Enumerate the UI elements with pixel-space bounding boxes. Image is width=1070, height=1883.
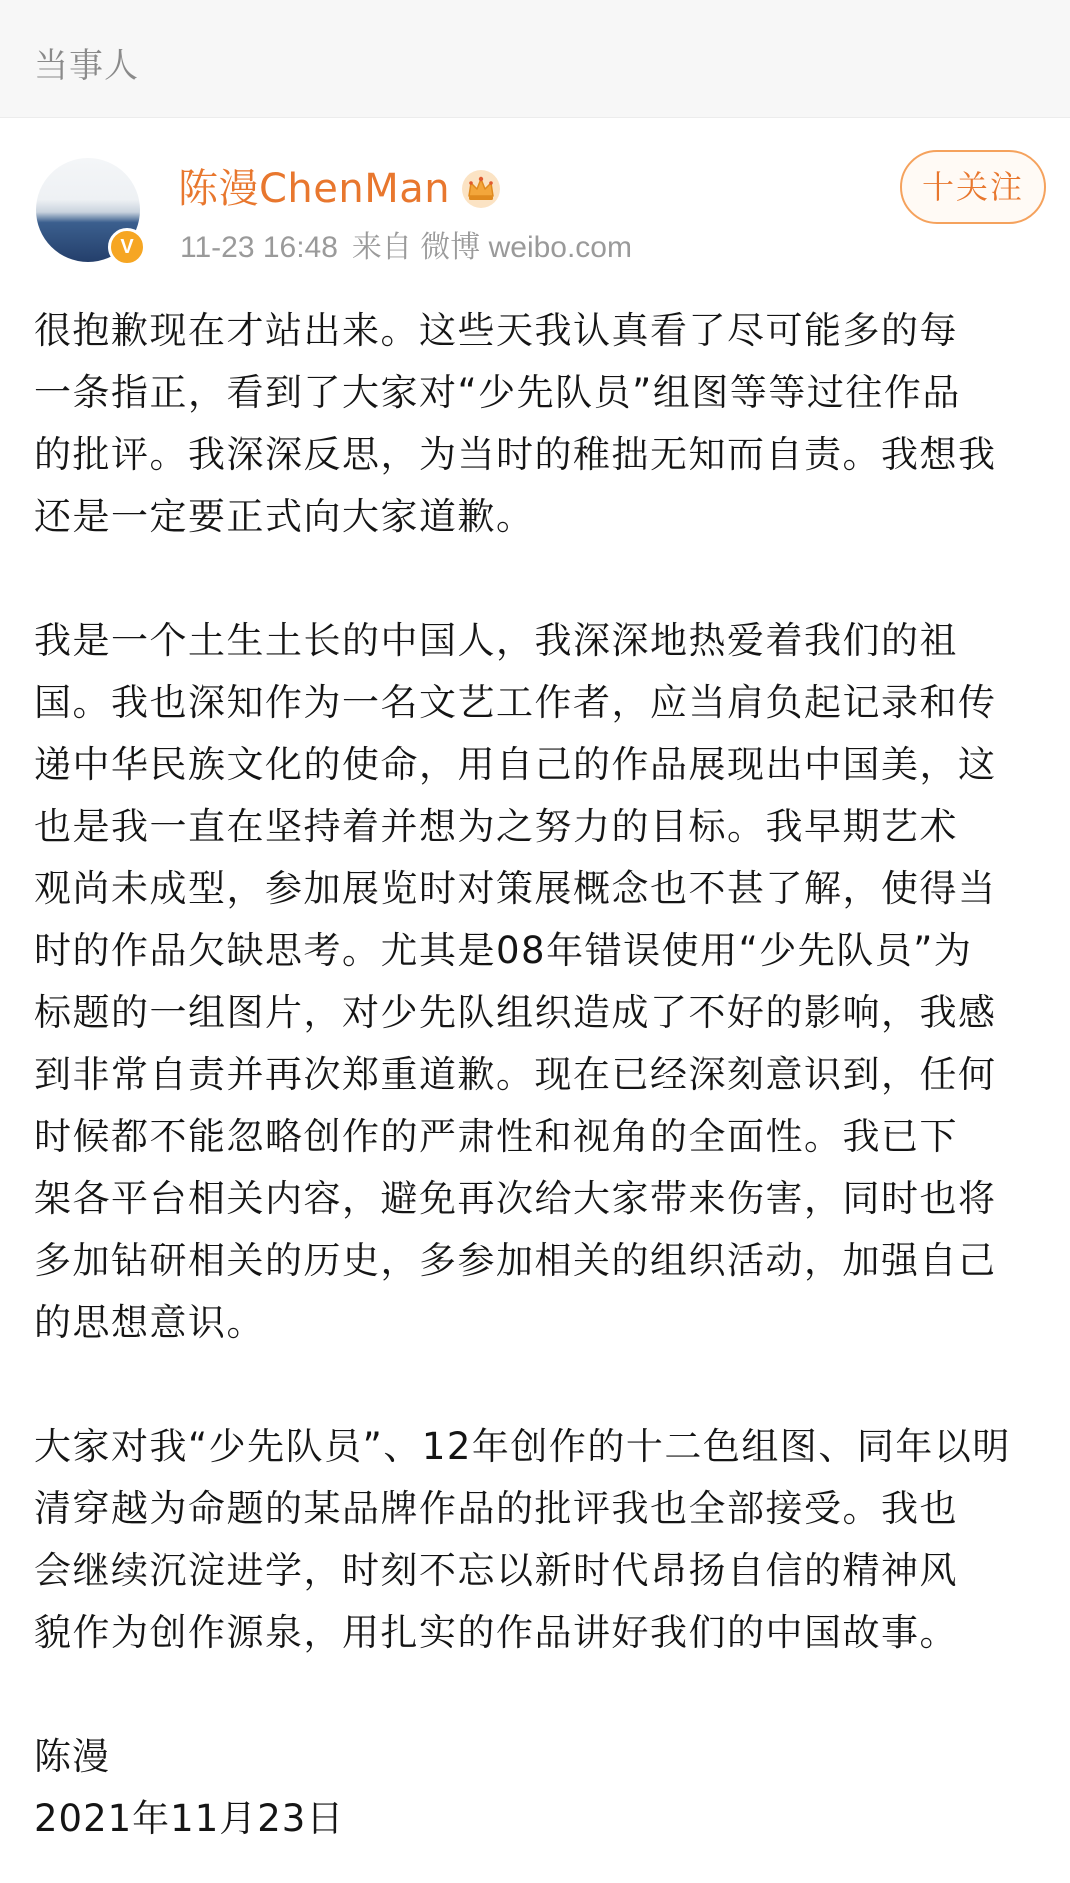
author-name[interactable]: 陈漫ChenMan [178, 166, 451, 212]
signature [34, 1726, 1044, 1850]
post-paragraph: 大家对我“少先队员”、12年创作的十二色组图、同年以明 清穿越为命题的某品牌作品的批评我也全部接受。我也 会继续沉淀进学，时刻不忘以新时代昂扬自信的精神风 貌作为创作源泉，用扎实的作品讲好我们的中国故事。 [34, 1425, 1011, 1654]
signature-name: 陈漫 [34, 1735, 110, 1778]
post-body [34, 300, 1044, 1850]
post-paragraph: 我是一个土生土长的中国人，我深深地热爱着我们的祖 国。我也深知作为一名文艺工作者，应当肩负起记录和传 递中华民族文化的使命，用自己的作品展现出中国美，这 也是我一直在坚持着并想为之努力的目标。我早期艺术 观尚未成型，参加展览时对策展概念也不甚了解，使得当 时的作品欠缺思考。尤其是08年错误使用“少先队员”为 标题的一组图片，对少先队组织造成了不好的影响，我感 到非常自责并再次郑重道歉。现在已经深刻意识到，任何 时候都不能忽略创作的严肃性和视角的全面性。我已下 架各平台相关内容，避免再次给大家带来伤害，同时也将 多加钻研相关的历史，多参加相关的组织活动，加强自己 的思想意识。 [34, 619, 997, 1344]
top-bar [0, 0, 1070, 118]
post-time: 11-23 16:48 [180, 231, 338, 264]
avatar[interactable] [36, 158, 140, 262]
topbar-title: 当事人 [34, 46, 139, 86]
post-source: 来自 微博 weibo.com [351, 231, 632, 264]
post-meta [180, 228, 646, 268]
crown-icon [460, 168, 502, 210]
username-row [178, 164, 502, 214]
post-paragraph: 很抱歉现在才站出来。这些天我认真看了尽可能多的每 一条指正，看到了大家对“少先队员”组图等等过往作品 的批评。我深深反思，为当时的稚拙无知而自责。我想我 还是一定要正式向大家道歉。 [34, 309, 997, 538]
signature-date: 2021年11月23日 [34, 1797, 345, 1840]
verified-badge-icon: V [108, 228, 146, 266]
follow-button[interactable]: 十关注 [900, 150, 1046, 224]
